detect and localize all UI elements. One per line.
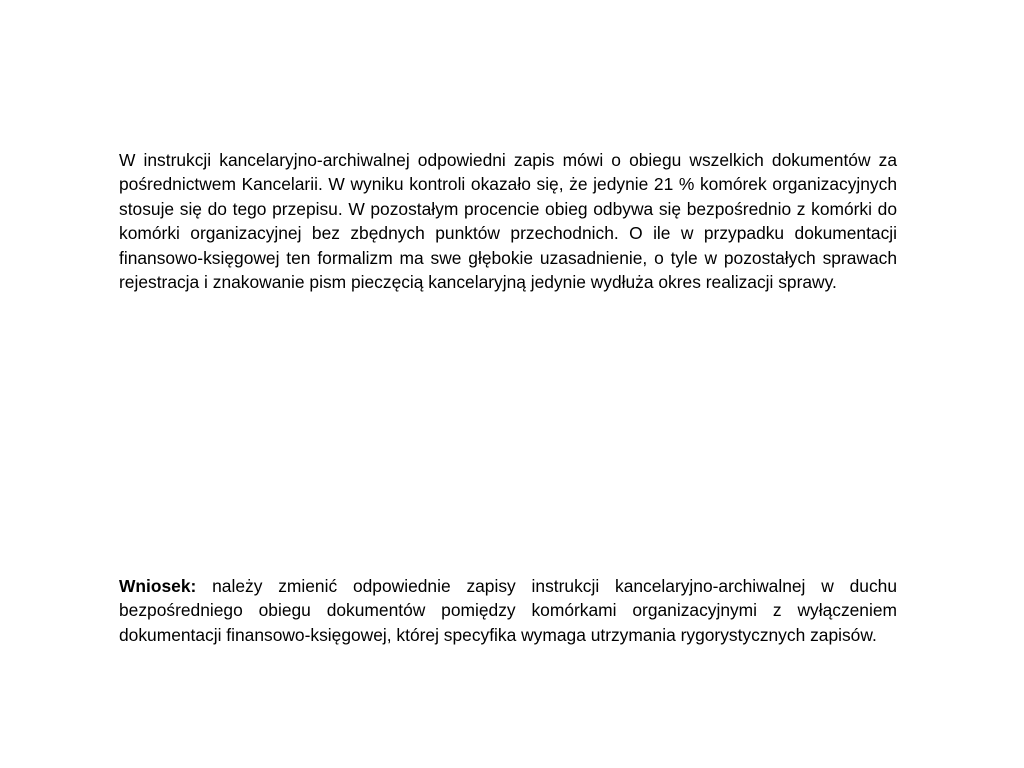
main-paragraph: W instrukcji kancelaryjno-archiwalnej odpowiedni zapis mówi o obiegu wszelkich dokumentów za pośrednictwem Kancelarii. W wyniku kontroli okazało się, że jedynie 21 % komórek organizacyjnych stosuje się do tego przepisu. W pozostałym procencie obieg odbywa się bezpośrednio z komórki do komórki organizacyjnej bez zbędnych punktów przechodnich. O ile w przypadku dokumentacji finansowo-księgowej ten formalizm ma swe głębokie uzasadnienie, o tyle w pozostałych sprawach rejestracja i znakowanie pism pieczęcią kancelaryjną jedynie wydłuża okres realizacji sprawy. <box>119 150 897 293</box>
conclusion-text: należy zmienić odpowiednie zapisy instrukcji kancelaryjno-archiwalnej w duchu bezpośredniego obiegu dokumentów pomiędzy komórkami organizacyjnymi z wyłączeniem dokumentacji finansowo-księgowej, której specyfika wymaga utrzymania rygorystycznych zapisów. <box>119 576 897 645</box>
conclusion-label: Wniosek: <box>119 576 197 596</box>
conclusion-paragraph <box>119 574 897 647</box>
